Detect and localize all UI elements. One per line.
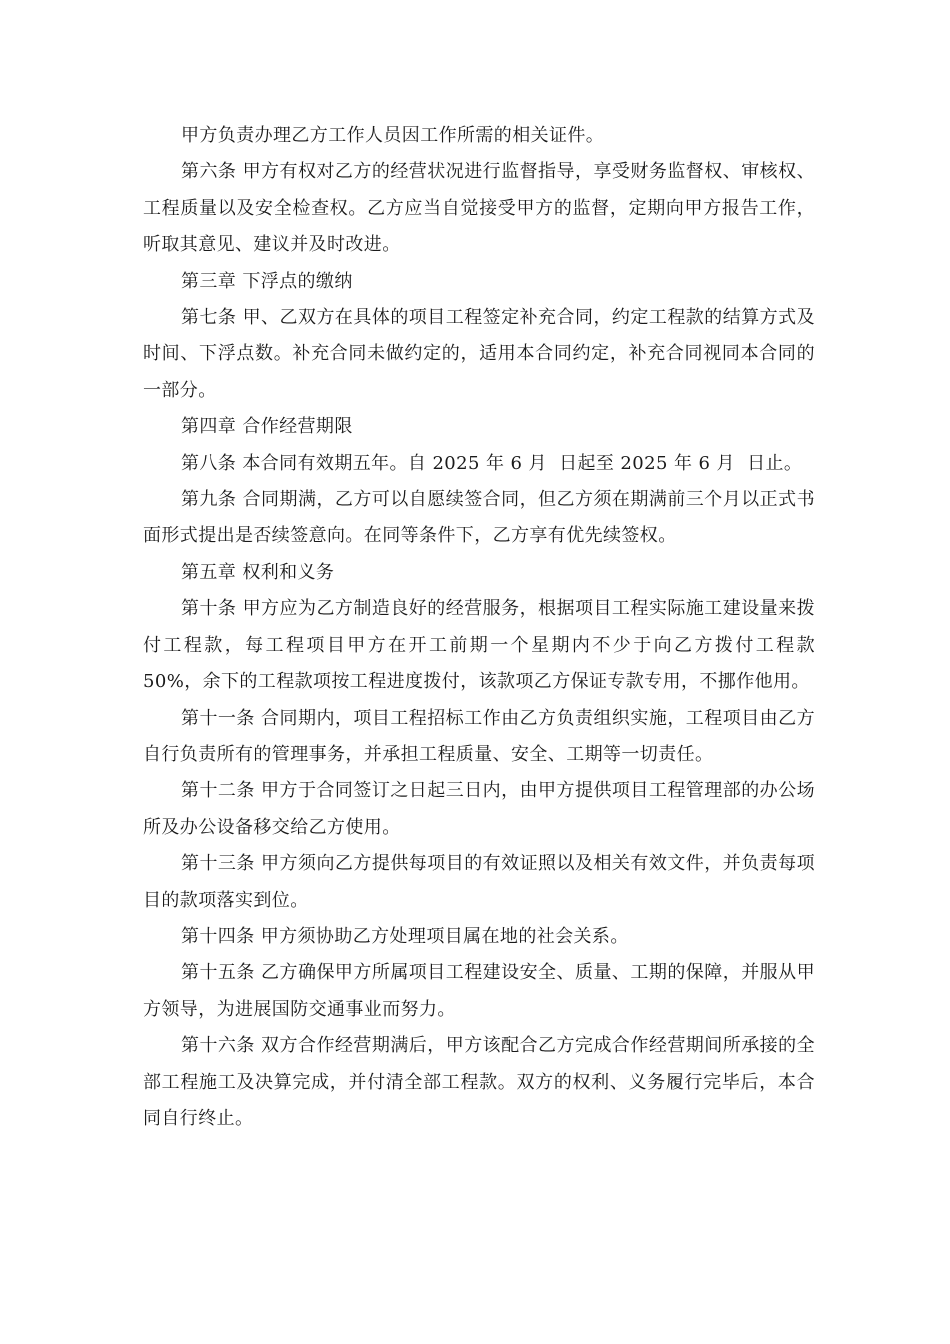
paragraph-certificates: 甲方负责办理乙方工作人员因工作所需的相关证件。 xyxy=(181,125,605,146)
paragraph-article-14: 第十四条 甲方须协助乙方处理项目属在地的社会关系。 xyxy=(181,925,629,947)
paragraph-article-7: 第七条 甲、乙双方在具体的项目工程签定补充合同，约定工程款的结算方式及时间、下浮点数。补充合同未做约定的，适用本合同约定，补充合同视同本合同的一部分。 xyxy=(143,307,815,401)
paragraph-article-15: 第十五条 乙方确保甲方所属项目工程建设安全、质量、工期的保障，并服从甲方领导，为进展国防交通事业而努力。 xyxy=(143,962,815,1020)
chapter-3-heading: 第三章 下浮点的缴纳 xyxy=(181,270,353,292)
paragraph-article-13: 第十三条 甲方须向乙方提供每项目的有效证照以及相关有效文件，并负责每项目的款项落实到位。 xyxy=(143,853,815,911)
paragraph-article-16: 第十六条 双方合作经营期满后，甲方该配合乙方完成合作经营期间所承接的全部工程施工及决算完成，并付清全部工程款。双方的权利、义务履行完毕后，本合同自行终止。 xyxy=(143,1035,815,1129)
chapter-4-heading: 第四章 合作经营期限 xyxy=(181,416,353,438)
paragraph-article-8: 第八条 本合同有效期五年。自 2025 年 6 月 日起至 2025 年 6 月 日止。 xyxy=(181,452,803,474)
paragraph-article-9: 第九条 合同期满，乙方可以自愿续签合同，但乙方须在期满前三个月以正式书面形式提出是否续签意向。在同等条件下，乙方享有优先续签权。 xyxy=(143,489,815,547)
document-body xyxy=(143,118,822,1137)
paragraph-article-11: 第十一条 合同期内，项目工程招标工作由乙方负责组织实施，工程项目由乙方自行负责所有的管理事务，并承担工程质量、安全、工期等一切责任。 xyxy=(143,707,815,765)
paragraph-article-12: 第十二条 甲方于合同签订之日起三日内，由甲方提供项目工程管理部的办公场所及办公设备移交给乙方使用。 xyxy=(143,780,815,838)
paragraph-article-6: 第六条 甲方有权对乙方的经营状况进行监督指导，享受财务监督权、审核权、工程质量以及安全检查权。乙方应当自觉接受甲方的监督，定期向甲方报告工作，听取其意见、建议并及时改进。 xyxy=(143,161,815,256)
chapter-5-heading: 第五章 权利和义务 xyxy=(181,561,335,583)
paragraph-article-10: 第十条 甲方应为乙方制造良好的经营服务，根据项目工程实际施工建设量来拨付工程款，每工程项目甲方在开工前期一个星期内不少于向乙方拨付工程款 50%，余下的工程款项按工程进度拨付，该款项乙方保证专款专用，不挪作他用。 xyxy=(143,598,822,693)
